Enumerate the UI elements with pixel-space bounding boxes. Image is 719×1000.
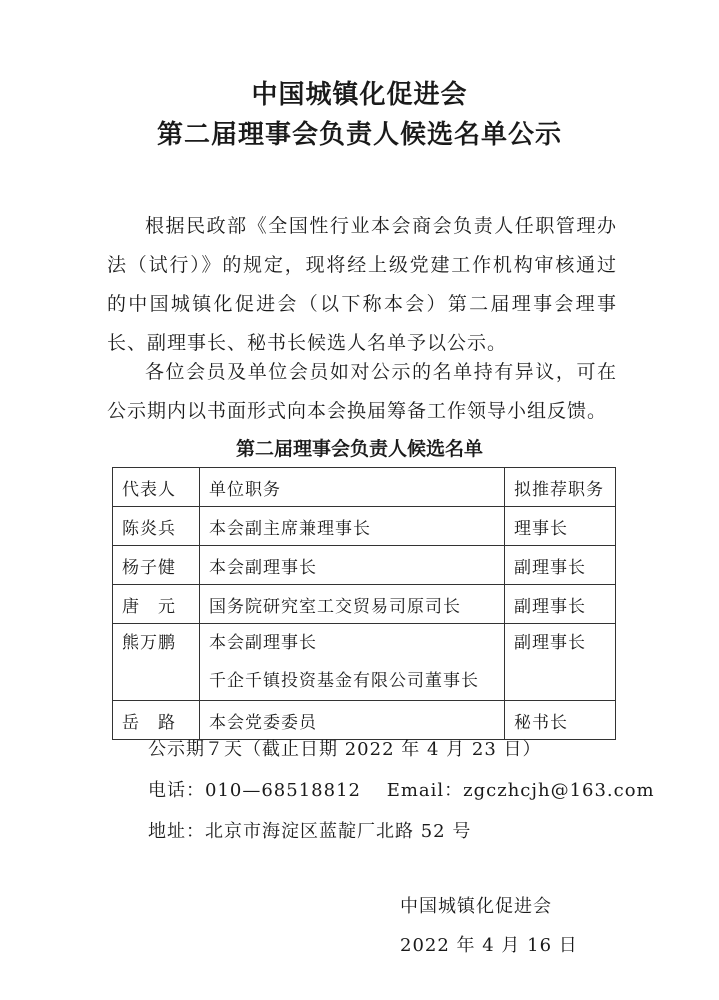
candidate-role-text: 副理事长 [514,633,586,653]
candidate-name: 岳 路 [113,701,200,740]
table-row [113,507,616,546]
header-unit-position: 单位职务 [200,468,505,507]
body-paragraph-1: 根据民政部《全国性行业本会商会负责人任职管理办法（试行）》的规定，现将经上级党建工作机构审核通过的中国城镇化促进会（以下称本会）第二届理事会理事长、副理事长、秘书长候选人名单予以公示。 [107,215,617,354]
candidate-role: 理事长 [505,507,616,546]
candidate-name [113,624,200,701]
table-row [113,585,616,624]
table-header-row [113,468,616,507]
candidate-unit: 本会党委委员 [200,701,505,740]
document-title-line1: 中国城镇化促进会 [251,80,468,110]
candidate-role: 秘书长 [505,701,616,740]
candidate-role: 副理事长 [505,585,616,624]
table-row [113,624,616,701]
candidate-role: 副理事长 [505,546,616,585]
candidate-unit-line: 本会副理事长 [209,633,317,653]
candidate-unit-line: 千企千镇投资基金有限公司董事长 [209,671,479,691]
candidate-unit: 国务院研究室工交贸易司原司长 [200,585,505,624]
table-row [113,546,616,585]
publicity-period: 公示期７天（截止日期 2022 年 4 月 23 日） [148,739,542,760]
candidate-unit [200,624,505,701]
candidate-name-text: 熊万鹏 [122,633,176,653]
contact-info: 电话：010—68518812 Email：zgczhcjh@163.com [148,780,655,801]
header-representative: 代表人 [113,468,200,507]
candidate-unit: 本会副理事长 [200,546,505,585]
candidate-unit: 本会副主席兼理事长 [200,507,505,546]
signature-organization: 中国城镇化促进会 [400,896,552,917]
header-proposed-position: 拟推荐职务 [505,468,616,507]
document-title-line2: 第二届理事会负责人候选名单公示 [156,120,562,150]
table-title: 第二届理事会负责人候选名单 [235,438,483,460]
candidate-role [505,624,616,701]
candidate-table [112,467,616,740]
signature-date: 2022 年 4 月 16 日 [400,935,578,956]
address: 地址：北京市海淀区蓝靛厂北路 52 号 [148,821,472,842]
candidate-name: 陈炎兵 [113,507,200,546]
body-paragraph-2: 各位会员及单位会员如对公示的名单持有异议，可在公示期内以书面形式向本会换届筹备工作领导小组反馈。 [107,361,617,422]
candidate-name: 杨子健 [113,546,200,585]
table-row [113,701,616,740]
candidate-name: 唐 元 [113,585,200,624]
